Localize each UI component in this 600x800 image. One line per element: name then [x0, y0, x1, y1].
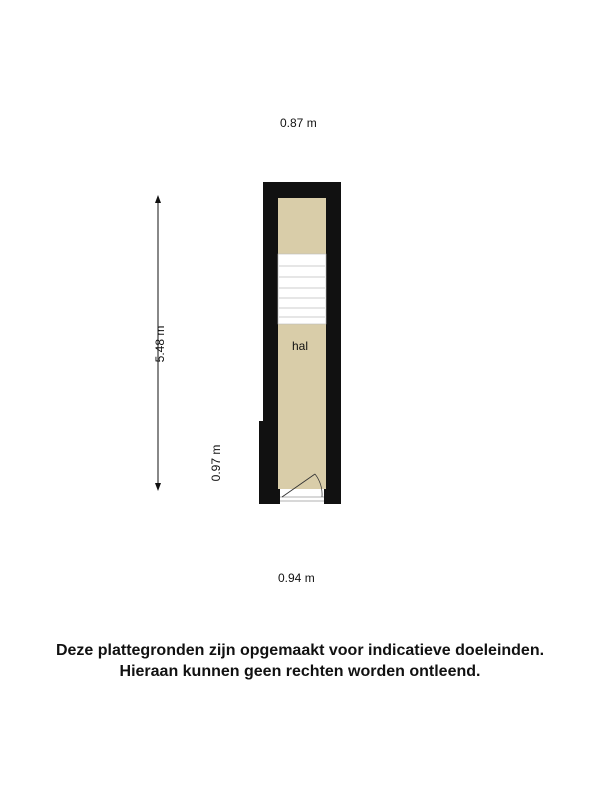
dimension-bottom-width: 0.94 m	[278, 571, 315, 585]
dimension-top-width: 0.87 m	[280, 116, 317, 130]
disclaimer-line-2: Hieraan kunnen geen rechten worden ontleend.	[119, 663, 481, 680]
wall-recess	[259, 421, 265, 504]
room-label-hal: hal	[292, 339, 309, 353]
disclaimer-line-1: Deze plattegronden zijn opgemaakt voor indicatieve doeleinden.	[55, 642, 545, 659]
dimension-door-section: 0.97 m	[209, 444, 223, 482]
disclaimer	[0, 640, 600, 682]
staircase	[278, 254, 326, 324]
dimension-total-length: 5.48 m	[153, 325, 167, 363]
